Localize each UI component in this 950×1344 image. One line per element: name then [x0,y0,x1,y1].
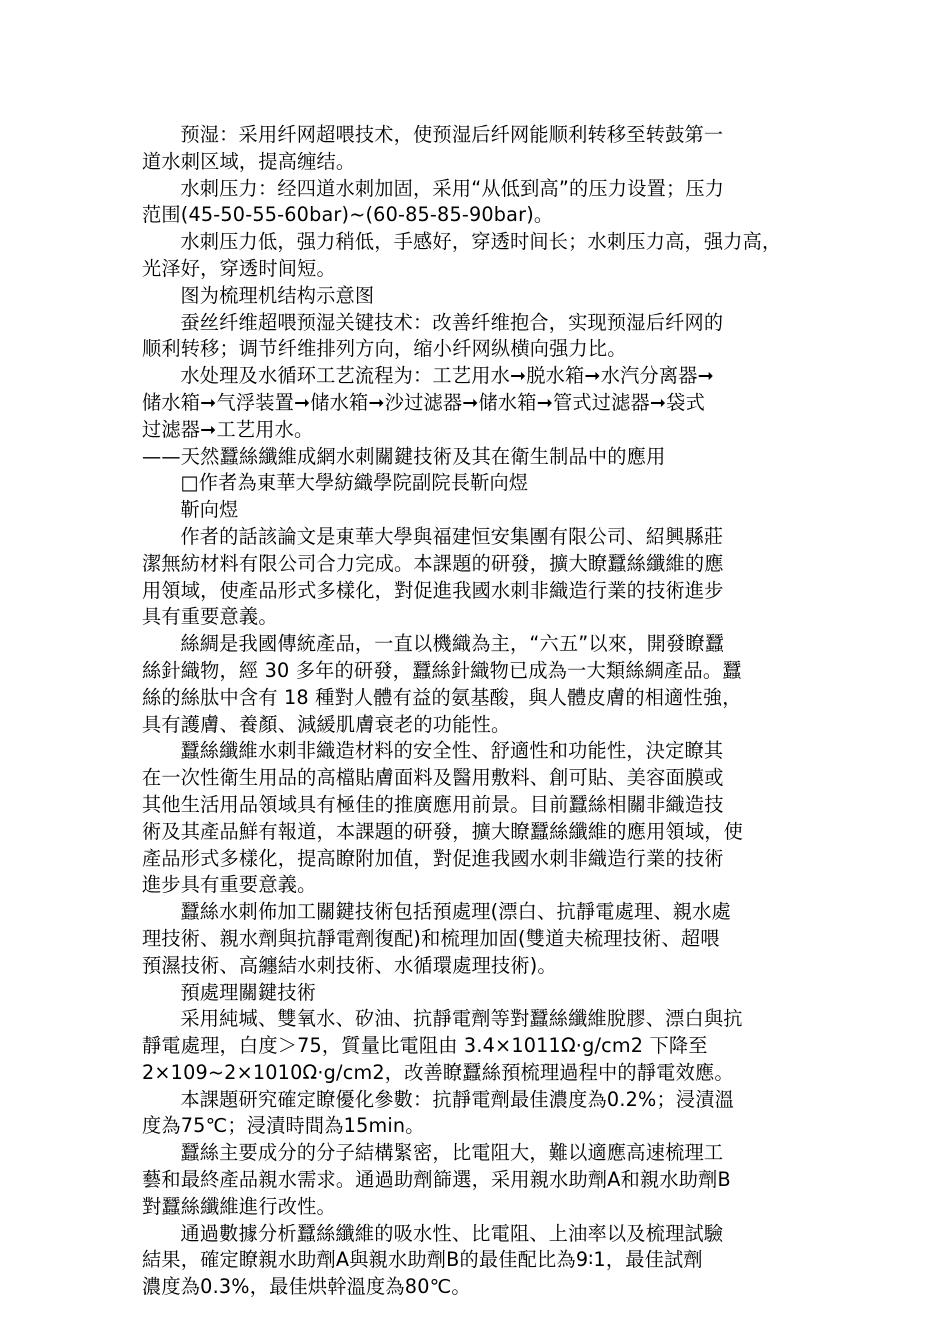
document-body [142,122,814,1301]
text-line: 蠶絲水刺佈加工關鍵技術包括預處理(漂白、抗靜電處理、親水處 [180,900,731,924]
text-line: □作者為東華大學紡織學院副院長靳向煜 [180,471,529,495]
paragraph [142,1140,814,1220]
text-line: 產品形式多樣化，提高瞭附加值，對促進我國水刺非織造行業的技術 [142,846,724,870]
paragraph [142,899,814,979]
text-line: 道水刺区域，提高缠结。 [142,149,356,173]
author-name [142,497,814,524]
text-line: 潔無紡材料有限公司合力完成。本課題的研發，擴大瞭蠶絲纖維的應 [142,551,724,575]
text-line: 顺利转移；调节纤维排列方向，缩小纤网纵横向强力比。 [142,337,627,361]
text-line: 度為75℃；浸漬時間為15min。 [142,1114,425,1138]
text-line: 術及其產品鮮有報道，本課題的研發，擴大瞭蠶絲纖維的應用領域，使 [142,819,744,843]
text-line: 水刺压力低，强力稍低，手感好，穿透时间长；水刺压力高，强力高， [180,230,782,254]
text-line: 進步具有重要意義。 [142,873,317,897]
text-line: 其他生活用品領域具有極佳的推廣應用前景。目前蠶絲相關非織造技 [142,792,724,816]
text-line: 預處理關鍵技術 [180,980,317,1004]
text-line: 預濕技術、高纏結水刺技術、水循環處理技術)。 [142,953,557,977]
text-line: 蠶絲主要成分的分子結構緊密，比電阻大，難以適應高速梳理工 [180,1141,724,1165]
text-line: 具有重要意義。 [142,605,278,629]
paragraph [142,1087,814,1141]
text-line: 絲針織物，經 30 多年的研發，蠶絲針織物已成為一大類絲綢產品。蠶 [142,658,742,682]
text-line: 2×109~2×1010Ω·g/cm2，改善瞭蠶絲預梳理過程中的靜電效應。 [142,1060,734,1084]
text-line: 理技術、親水劑與抗靜電劑復配)和梳理加固(雙道夫梳理技術、超喂 [142,926,720,950]
text-line: 采用純堿、雙氧水、矽油、抗靜電劑等對蠶絲纖維脫膠、漂白與抗 [180,1007,743,1031]
author-note [142,470,814,497]
text-line: 絲的絲肽中含有 18 種對人體有益的氨基酸，與人體皮膚的相適性強， [142,685,742,709]
text-line: 結果，確定瞭親水助劑A與親水助劑B的最佳配比為9∶1，最佳試劑 [142,1248,703,1272]
section-heading [142,980,814,1007]
text-line: 预湿：采用纤网超喂技术，使预湿后纤网能顺利转移至转鼓第一 [180,123,724,146]
paragraph [142,176,814,230]
text-line: 水刺压力：经四道水刺加固，采用“从低到高”的压力设置；压力 [180,176,725,200]
text-line: 具有護膚、養顏、減緩肌膚衰老的功能性。 [142,712,511,736]
paragraph [142,1221,814,1301]
paragraph [142,524,814,631]
text-line: 靜電處理，白度＞75，質量比電阻由 3.4×1011Ω·g/cm2 下降至 [142,1034,708,1058]
text-line: 通過數據分析蠶絲纖維的吸水性、比電阻、上油率以及梳理試驗 [180,1221,724,1245]
text-line: 过滤器➞工艺用水。 [142,417,314,441]
paragraph [142,631,814,738]
article-title [142,444,814,471]
text-line: 蠶絲纖維水刺非織造材料的安全性、舒適性和功能性，決定瞭其 [180,739,724,763]
paragraph [142,1006,814,1086]
paragraph [142,229,814,283]
text-line: 作者的話該論文是東華大學與福建恒安集團有限公司、紹興縣莊 [180,524,724,548]
paragraph [142,283,814,310]
paragraph [142,122,814,176]
text-line: 本課題研究確定瞭優化參數：抗靜電劑最佳濃度為0.2%；浸漬溫 [180,1087,735,1111]
text-line: 在一次性衛生用品的高檔貼膚面料及醫用敷料、創可貼、美容面膜或 [142,766,724,790]
paragraph [142,310,814,364]
text-line: ——天然蠶絲纖維成網水刺關鍵技術及其在衛生制品中的應用 [142,444,666,468]
paragraph [142,363,814,443]
text-line: 對蠶絲纖維進行改性。 [142,1194,336,1218]
text-line: 储水箱➞气浮装置➞储水箱➞沙过滤器➞储水箱➞管式过滤器➞袋式 [142,390,705,414]
text-line: 藝和最終產品親水需求。通過助劑篩選，采用親水助劑A和親水助劑B [142,1168,731,1192]
text-line: 用領域，使產品形式多樣化，對促進我國水刺非織造行業的技術進步 [142,578,724,602]
figure-caption: 图为梳理机结构示意图 [180,283,375,307]
text-line: 濃度為0.3%，最佳烘幹溫度為80℃。 [142,1275,471,1299]
text-line: 靳向煜 [180,498,239,522]
text-line: 絲綢是我國傳統產品，一直以機織為主，“六五”以來，開發瞭蠶 [180,632,725,656]
text-line: 范围(45-50-55-60bar)~(60-85-85-90bar)。 [142,203,554,227]
text-line: 光泽好，穿透时间短。 [142,256,336,280]
text-line: 水处理及水循环工艺流程为：工艺用水➞脱水箱➞水汽分离器➞ [180,364,714,388]
text-line: 蚕丝纤维超喂预湿关键技术：改善纤维抱合，实现预湿后纤网的 [180,310,724,334]
paragraph [142,738,814,899]
